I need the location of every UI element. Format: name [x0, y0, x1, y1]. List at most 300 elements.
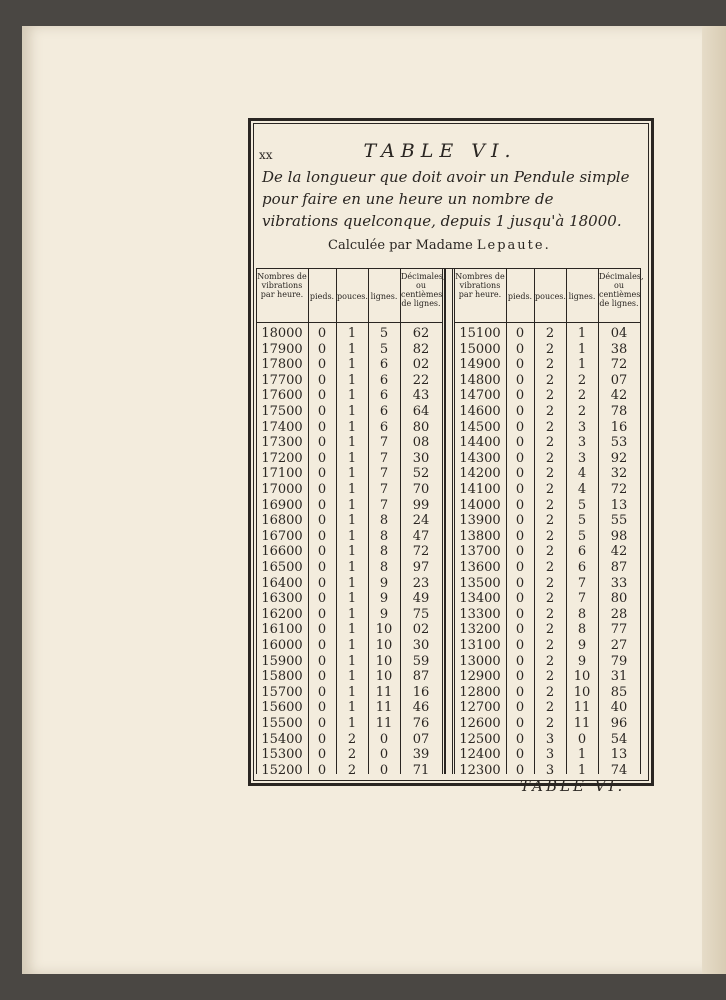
table-cell-pouces: 2 [545, 372, 555, 388]
table-cell-vibrations: 14600 [459, 404, 501, 419]
table-cell-vibrations: 14800 [459, 372, 501, 388]
table-cell-decimales: 27 [610, 638, 628, 653]
table-cell-lignes: 7 [379, 435, 389, 451]
table-cell-vibrations: 15000 [459, 341, 501, 357]
calculated-by [328, 238, 618, 253]
table-cell-pouces: 1 [347, 419, 357, 435]
table-cell-decimales: 52 [412, 466, 430, 482]
table-cell-pieds: 0 [317, 482, 327, 497]
table-cell-lignes: 7 [379, 482, 389, 497]
table-cell-vibrations: 14700 [459, 388, 501, 404]
table-cell-lignes: 7 [379, 497, 389, 513]
table-cell-decimales: 24 [412, 513, 430, 529]
table-cell-vibrations: 16900 [261, 497, 303, 513]
table-cell-decimales: 85 [610, 684, 628, 700]
table-cell-pieds: 0 [515, 762, 525, 778]
table-cell-decimales: 31 [610, 669, 628, 685]
table-cell-pouces: 1 [347, 513, 357, 529]
table-cell-pieds: 0 [317, 731, 327, 747]
table-cell-pieds: 0 [515, 606, 525, 622]
table-cell-lignes: 1 [577, 762, 587, 778]
table-cell-vibrations: 18000 [261, 326, 303, 341]
table-cell-vibrations: 13000 [459, 653, 501, 669]
table-cell-lignes: 6 [379, 388, 389, 404]
table-cell-pieds: 0 [515, 435, 525, 451]
header-pouces-left: pouces. [337, 292, 368, 301]
table-cell-lignes: 8 [577, 622, 587, 638]
table-cell-vibrations: 12800 [459, 684, 501, 700]
table-cell-vibrations: 15900 [261, 653, 303, 669]
table-cell-decimales: 87 [610, 560, 628, 575]
table-cell-decimales: 07 [610, 372, 628, 388]
table-cell-vibrations: 17400 [261, 419, 303, 435]
table-cell-pouces: 2 [545, 700, 555, 716]
table-cell-decimales: 97 [412, 560, 430, 575]
table-cell-decimales: 80 [412, 419, 430, 435]
header-decimales-left: Décimales, ou centièmes de lignes. [401, 272, 446, 308]
header-rule [256, 322, 442, 323]
table-cell-lignes: 4 [577, 466, 587, 482]
table-cell-lignes: 9 [577, 638, 587, 653]
table-cell-decimales: 79 [610, 653, 628, 669]
table-cell-vibrations: 17300 [261, 435, 303, 451]
table-cell-pieds: 0 [317, 466, 327, 482]
table-cell-vibrations: 15400 [261, 731, 303, 747]
table-cell-pieds: 0 [515, 404, 525, 419]
table-cell-pouces: 2 [545, 404, 555, 419]
table-cell-lignes: 11 [375, 684, 393, 700]
table-cell-decimales: 47 [412, 528, 430, 544]
table-cell-lignes: 1 [577, 747, 587, 763]
table-cell-pouces: 2 [545, 482, 555, 497]
table-cell-pouces: 1 [347, 388, 357, 404]
table-cell-pouces: 2 [545, 653, 555, 669]
table-cell-pouces: 3 [545, 731, 555, 747]
table-cell-vibrations: 16000 [261, 638, 303, 653]
table-cell-lignes: 8 [577, 606, 587, 622]
table-cell-vibrations: 15200 [261, 762, 303, 778]
table-cell-vibrations: 15100 [459, 326, 501, 341]
table-cell-vibrations: 15600 [261, 700, 303, 716]
table-cell-decimales: 30 [412, 450, 430, 466]
table-cell-decimales: 87 [412, 669, 430, 685]
table-cell-decimales: 55 [610, 513, 628, 529]
table-cell-vibrations: 12300 [459, 762, 501, 778]
table-cell-pieds: 0 [515, 466, 525, 482]
table-cell-lignes: 5 [577, 497, 587, 513]
table-cell-lignes: 5 [379, 326, 389, 341]
table-cell-decimales: 30 [412, 638, 430, 653]
table-cell-pieds: 0 [515, 528, 525, 544]
table-cell-lignes: 10 [375, 622, 393, 638]
table-cell-pouces: 1 [347, 622, 357, 638]
table-cell-pieds: 0 [515, 450, 525, 466]
table-cell-decimales: 13 [610, 497, 628, 513]
table-cell-pieds: 0 [515, 684, 525, 700]
table-cell-decimales: 02 [412, 357, 430, 373]
header-lignes-left: lignes. [370, 292, 398, 301]
table-cell-decimales: 43 [412, 388, 430, 404]
table-cell-pouces: 2 [545, 684, 555, 700]
table-cell-decimales: 71 [412, 762, 430, 778]
table-cell-decimales: 16 [412, 684, 430, 700]
table-cell-pieds: 0 [317, 357, 327, 373]
table-cell-lignes: 6 [577, 544, 587, 560]
table-cell-vibrations: 16800 [261, 513, 303, 529]
table-cell-pouces: 1 [347, 606, 357, 622]
table-cell-decimales: 04 [610, 326, 628, 341]
catchword: TABLE VI. [520, 777, 626, 795]
table-cell-vibrations: 13700 [459, 544, 501, 560]
table-cell-pieds: 0 [515, 591, 525, 607]
table-cell-pouces: 1 [347, 700, 357, 716]
table-cell-pieds: 0 [515, 341, 525, 357]
table-cell-lignes: 6 [379, 404, 389, 419]
table-cell-decimales: 23 [412, 575, 430, 591]
table-cell-lignes: 2 [577, 404, 587, 419]
table-cell-vibrations: 12900 [459, 669, 501, 685]
table-cell-pieds: 0 [317, 638, 327, 653]
table-cell-pieds: 0 [515, 575, 525, 591]
table-cell-vibrations: 15800 [261, 669, 303, 685]
table-cell-pieds: 0 [317, 513, 327, 529]
table-cell-pieds: 0 [317, 341, 327, 357]
table-cell-pouces: 1 [347, 466, 357, 482]
table-cell-pouces: 1 [347, 575, 357, 591]
table-cell-lignes: 10 [375, 669, 393, 685]
table-cell-decimales: 08 [412, 435, 430, 451]
table-cell-vibrations: 16200 [261, 606, 303, 622]
table-cell-pieds: 0 [317, 700, 327, 716]
table-subtitle: De la longueur que doit avoir un Pendule simple pour faire en une heure un nombre de vibrations quelconque, depuis 1 jusqu'à 18000. [262, 168, 630, 230]
table-cell-vibrations: 14500 [459, 419, 501, 435]
table-cell-pouces: 1 [347, 497, 357, 513]
table-cell-pieds: 0 [515, 653, 525, 669]
table-cell-decimales: 78 [610, 404, 628, 419]
table-cell-pouces: 1 [347, 669, 357, 685]
header-decimales-right: Décimales, ou centièmes de lignes. [599, 272, 644, 308]
table-cell-decimales: 28 [610, 606, 628, 622]
table-cell-pouces: 1 [347, 357, 357, 373]
table-cell-pouces: 1 [347, 341, 357, 357]
table-cell-lignes: 0 [379, 747, 389, 763]
table-cell-lignes: 3 [577, 450, 587, 466]
table-cell-decimales: 77 [610, 622, 628, 638]
table-cell-lignes: 9 [577, 653, 587, 669]
table-cell-lignes: 8 [379, 560, 389, 575]
table-cell-pieds: 0 [515, 388, 525, 404]
table-cell-pieds: 0 [317, 497, 327, 513]
table-cell-lignes: 8 [379, 513, 389, 529]
table-cell-decimales: 53 [610, 435, 628, 451]
table-cell-lignes: 6 [379, 357, 389, 373]
table-cell-lignes: 5 [577, 513, 587, 529]
table-cell-pieds: 0 [317, 560, 327, 575]
table-cell-pieds: 0 [317, 528, 327, 544]
table-cell-pouces: 2 [545, 419, 555, 435]
table-cell-lignes: 0 [577, 731, 587, 747]
table-cell-vibrations: 16400 [261, 575, 303, 591]
table-cell-pouces: 2 [545, 341, 555, 357]
table-cell-lignes: 8 [379, 544, 389, 560]
table-cell-vibrations: 16300 [261, 591, 303, 607]
table-cell-pieds: 0 [317, 575, 327, 591]
table-cell-pieds: 0 [515, 560, 525, 575]
table-cell-decimales: 13 [610, 747, 628, 763]
table-cell-lignes: 3 [577, 435, 587, 451]
table-cell-vibrations: 15300 [261, 747, 303, 763]
table-cell-pouces: 1 [347, 716, 357, 731]
table-cell-decimales: 33 [610, 575, 628, 591]
table-cell-pieds: 0 [317, 544, 327, 560]
table-cell-lignes: 10 [375, 638, 393, 653]
table-cell-lignes: 7 [577, 591, 587, 607]
table-cell-pouces: 1 [347, 591, 357, 607]
table-cell-vibrations: 13300 [459, 606, 501, 622]
table-cell-pouces: 1 [347, 435, 357, 451]
table-cell-vibrations: 17700 [261, 372, 303, 388]
column-rule [640, 268, 641, 774]
table-cell-vibrations: 13200 [459, 622, 501, 638]
table-cell-pouces: 2 [545, 638, 555, 653]
table-cell-pouces: 1 [347, 653, 357, 669]
table-cell-pieds: 0 [515, 638, 525, 653]
table-cell-pieds: 0 [317, 716, 327, 731]
table-cell-decimales: 70 [412, 482, 430, 497]
table-cell-vibrations: 14000 [459, 497, 501, 513]
header-lignes-right: lignes. [568, 292, 596, 301]
table-cell-pieds: 0 [317, 622, 327, 638]
table-title: TABLE VI. [363, 140, 517, 162]
table-cell-lignes: 2 [577, 372, 587, 388]
table-cell-decimales: 75 [412, 606, 430, 622]
table-cell-pouces: 2 [347, 762, 357, 778]
table-cell-vibrations: 17800 [261, 357, 303, 373]
table-cell-decimales: 72 [610, 482, 628, 497]
table-cell-decimales: 16 [610, 419, 628, 435]
table-cell-pieds: 0 [317, 747, 327, 763]
table-cell-pieds: 0 [515, 700, 525, 716]
table-cell-vibrations: 14300 [459, 450, 501, 466]
table-cell-pieds: 0 [317, 435, 327, 451]
table-cell-vibrations: 13600 [459, 560, 501, 575]
table-cell-lignes: 11 [375, 700, 393, 716]
table-cell-lignes: 0 [379, 762, 389, 778]
table-cell-decimales: 39 [412, 747, 430, 763]
table-cell-lignes: 10 [375, 653, 393, 669]
table-cell-pouces: 2 [545, 357, 555, 373]
table-cell-lignes: 5 [577, 528, 587, 544]
table-cell-vibrations: 12500 [459, 731, 501, 747]
table-cell-vibrations: 17600 [261, 388, 303, 404]
table-cell-vibrations: 17100 [261, 466, 303, 482]
table-cell-lignes: 8 [379, 528, 389, 544]
table-cell-pouces: 2 [545, 606, 555, 622]
table-cell-vibrations: 13100 [459, 638, 501, 653]
table-cell-pouces: 1 [347, 450, 357, 466]
table-cell-pouces: 2 [545, 466, 555, 482]
table-cell-pieds: 0 [317, 419, 327, 435]
table-cell-vibrations: 14900 [459, 357, 501, 373]
table-cell-pieds: 0 [515, 716, 525, 731]
table-cell-decimales: 59 [412, 653, 430, 669]
table-cell-pouces: 1 [347, 684, 357, 700]
table-cell-decimales: 42 [610, 544, 628, 560]
table-cell-decimales: 98 [610, 528, 628, 544]
table-cell-pieds: 0 [317, 326, 327, 341]
table-cell-lignes: 6 [379, 419, 389, 435]
table-cell-vibrations: 12400 [459, 747, 501, 763]
table-cell-vibrations: 14400 [459, 435, 501, 451]
table-cell-pieds: 0 [317, 404, 327, 419]
table-cell-decimales: 22 [412, 372, 430, 388]
table-cell-pouces: 2 [545, 513, 555, 529]
table-cell-pieds: 0 [515, 513, 525, 529]
table-cell-pouces: 1 [347, 528, 357, 544]
table-cell-decimales: 42 [610, 388, 628, 404]
table-cell-lignes: 10 [573, 684, 591, 700]
table-cell-lignes: 11 [375, 716, 393, 731]
table-cell-pieds: 0 [317, 450, 327, 466]
calculated-by-prefix: Calculée par Madame [328, 238, 473, 253]
table-cell-lignes: 4 [577, 482, 587, 497]
column-rule [442, 268, 443, 774]
center-divider [444, 268, 453, 774]
table-cell-vibrations: 14100 [459, 482, 501, 497]
table-cell-pouces: 3 [545, 762, 555, 778]
table-cell-decimales: 07 [412, 731, 430, 747]
table-cell-pouces: 2 [347, 747, 357, 763]
table-cell-decimales: 92 [610, 450, 628, 466]
table-cell-lignes: 10 [573, 669, 591, 685]
table-cell-pouces: 2 [545, 326, 555, 341]
header-pieds-left: pieds. [309, 292, 335, 301]
table-cell-decimales: 62 [412, 326, 430, 341]
table-cell-pouces: 2 [545, 575, 555, 591]
table-cell-pieds: 0 [515, 731, 525, 747]
table-cell-vibrations: 16700 [261, 528, 303, 544]
table-cell-lignes: 2 [577, 388, 587, 404]
table-cell-vibrations: 13500 [459, 575, 501, 591]
table-cell-decimales: 32 [610, 466, 628, 482]
table-cell-pieds: 0 [317, 606, 327, 622]
table-cell-pieds: 0 [515, 357, 525, 373]
table-cell-decimales: 49 [412, 591, 430, 607]
table-cell-vibrations: 16100 [261, 622, 303, 638]
table-cell-pouces: 2 [545, 450, 555, 466]
table-cell-decimales: 38 [610, 341, 628, 357]
table-cell-lignes: 1 [577, 341, 587, 357]
table-cell-pieds: 0 [317, 372, 327, 388]
table-cell-decimales: 80 [610, 591, 628, 607]
table-cell-lignes: 9 [379, 591, 389, 607]
table-cell-pieds: 0 [317, 653, 327, 669]
table-cell-vibrations: 17000 [261, 482, 303, 497]
table-cell-lignes: 9 [379, 575, 389, 591]
table-cell-decimales: 72 [610, 357, 628, 373]
table-cell-pouces: 2 [545, 528, 555, 544]
table-cell-vibrations: 15500 [261, 716, 303, 731]
table-cell-lignes: 7 [379, 466, 389, 482]
table-cell-pieds: 0 [317, 591, 327, 607]
table-cell-vibrations: 13900 [459, 513, 501, 529]
table-cell-pouces: 1 [347, 560, 357, 575]
table-cell-vibrations: 14200 [459, 466, 501, 482]
table-cell-lignes: 3 [577, 419, 587, 435]
table-cell-vibrations: 17500 [261, 404, 303, 419]
table-cell-pieds: 0 [515, 544, 525, 560]
table-cell-pieds: 0 [515, 372, 525, 388]
table-cell-pouces: 2 [545, 591, 555, 607]
table-cell-vibrations: 12700 [459, 700, 501, 716]
table-top-rule [256, 268, 640, 269]
table-cell-pieds: 0 [515, 482, 525, 497]
table-cell-pouces: 2 [545, 388, 555, 404]
table-cell-decimales: 96 [610, 716, 628, 731]
table-cell-pieds: 0 [515, 669, 525, 685]
table-cell-decimales: 82 [412, 341, 430, 357]
table-cell-pieds: 0 [515, 747, 525, 763]
table-cell-pouces: 1 [347, 482, 357, 497]
table-cell-vibrations: 17200 [261, 450, 303, 466]
table-cell-decimales: 72 [412, 544, 430, 560]
table-cell-lignes: 11 [573, 716, 591, 731]
table-cell-vibrations: 16500 [261, 560, 303, 575]
table-cell-pouces: 1 [347, 638, 357, 653]
table-cell-pouces: 2 [545, 435, 555, 451]
header-pieds-right: pieds. [507, 292, 533, 301]
table-cell-pouces: 2 [545, 669, 555, 685]
table-cell-decimales: 02 [412, 622, 430, 638]
table-cell-pouces: 2 [545, 622, 555, 638]
table-cell-lignes: 5 [379, 341, 389, 357]
table-cell-pouces: 2 [347, 731, 357, 747]
table-cell-vibrations: 12600 [459, 716, 501, 731]
table-cell-vibrations: 17900 [261, 341, 303, 357]
calculated-by-name: Lepaute. [476, 238, 551, 253]
table-cell-pouces: 1 [347, 404, 357, 419]
table-cell-lignes: 9 [379, 606, 389, 622]
table-cell-vibrations: 13800 [459, 528, 501, 544]
table-cell-pieds: 0 [515, 419, 525, 435]
table-cell-decimales: 76 [412, 716, 430, 731]
table-cell-decimales: 54 [610, 731, 628, 747]
table-cell-pouces: 1 [347, 326, 357, 341]
table-cell-vibrations: 16600 [261, 544, 303, 560]
table-cell-pouces: 2 [545, 544, 555, 560]
table-cell-lignes: 1 [577, 326, 587, 341]
table-cell-pieds: 0 [515, 622, 525, 638]
table-cell-pouces: 3 [545, 747, 555, 763]
header-rule [454, 322, 640, 323]
table-cell-pouces: 1 [347, 372, 357, 388]
header-pouces-right: pouces. [535, 292, 566, 301]
table-cell-pieds: 0 [515, 497, 525, 513]
header-vibrations-right: Nombres de vibrations par heure. [455, 272, 505, 299]
table-cell-pouces: 2 [545, 560, 555, 575]
table-cell-pieds: 0 [515, 326, 525, 341]
table-cell-pouces: 2 [545, 497, 555, 513]
table-cell-vibrations: 15700 [261, 684, 303, 700]
table-cell-decimales: 40 [610, 700, 628, 716]
table-cell-decimales: 74 [610, 762, 628, 778]
table-cell-decimales: 46 [412, 700, 430, 716]
table-cell-pieds: 0 [317, 762, 327, 778]
table-cell-pouces: 1 [347, 544, 357, 560]
table-cell-pieds: 0 [317, 684, 327, 700]
header-vibrations-left: Nombres de vibrations par heure. [257, 272, 307, 299]
table-cell-lignes: 11 [573, 700, 591, 716]
